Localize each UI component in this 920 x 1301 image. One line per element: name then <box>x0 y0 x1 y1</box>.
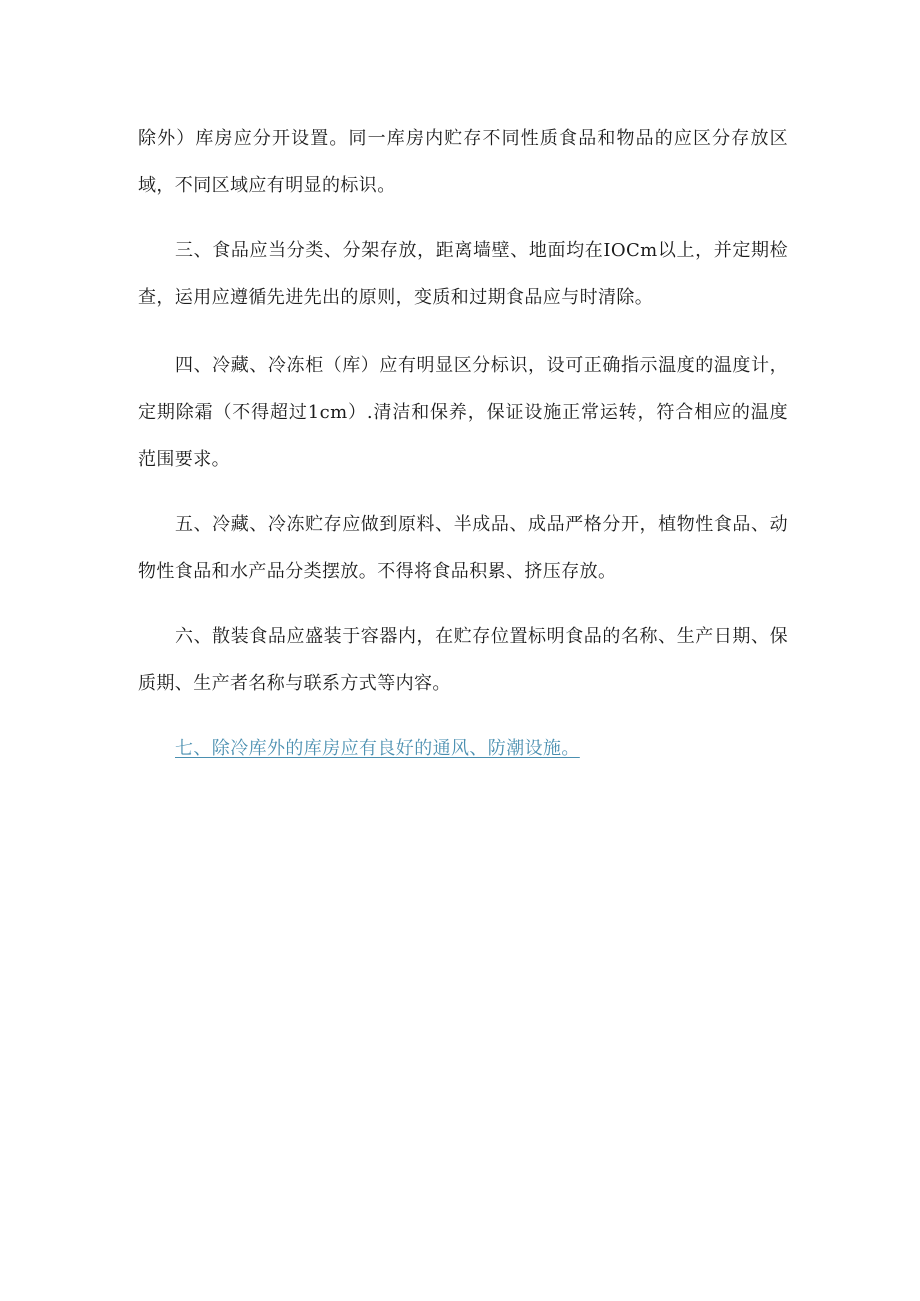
paragraph-item-five: 五、冷藏、冷冻贮存应做到原料、半成品、成品严格分开，植物性食品、动物性食品和水产品分类摆放。不得将食品积累、挤压存放。 <box>138 514 788 582</box>
paragraph-item-four: 四、冷藏、冷冻柜（库）应有明显区分标识，设可正确指示温度的温度计，定期除霜（不得超过1cm）.清洁和保养，保证设施正常运转，符合相应的温度范围要求。 <box>138 355 788 470</box>
paragraph-item-six: 六、散装食品应盛装于容器内，在贮存位置标明食品的名称、生产日期、保质期、生产者名称与联系方式等内容。 <box>138 626 788 694</box>
paragraph-item-three: 三、食品应当分类、分架存放，距离墙壁、地面均在IOCm以上，并定期检查，运用应遵循先进先出的原则，变质和过期食品应与时清除。 <box>138 240 788 308</box>
paragraph-storage-separation: 除外）库房应分开设置。同一库房内贮存不同性质食品和物品的应区分存放区域，不同区域应有明显的标识。 <box>138 128 788 196</box>
item-seven-link[interactable]: 七、除冷库外的库房应有良好的通风、防潮设施。 <box>175 738 580 759</box>
paragraph-item-seven <box>138 725 788 772</box>
